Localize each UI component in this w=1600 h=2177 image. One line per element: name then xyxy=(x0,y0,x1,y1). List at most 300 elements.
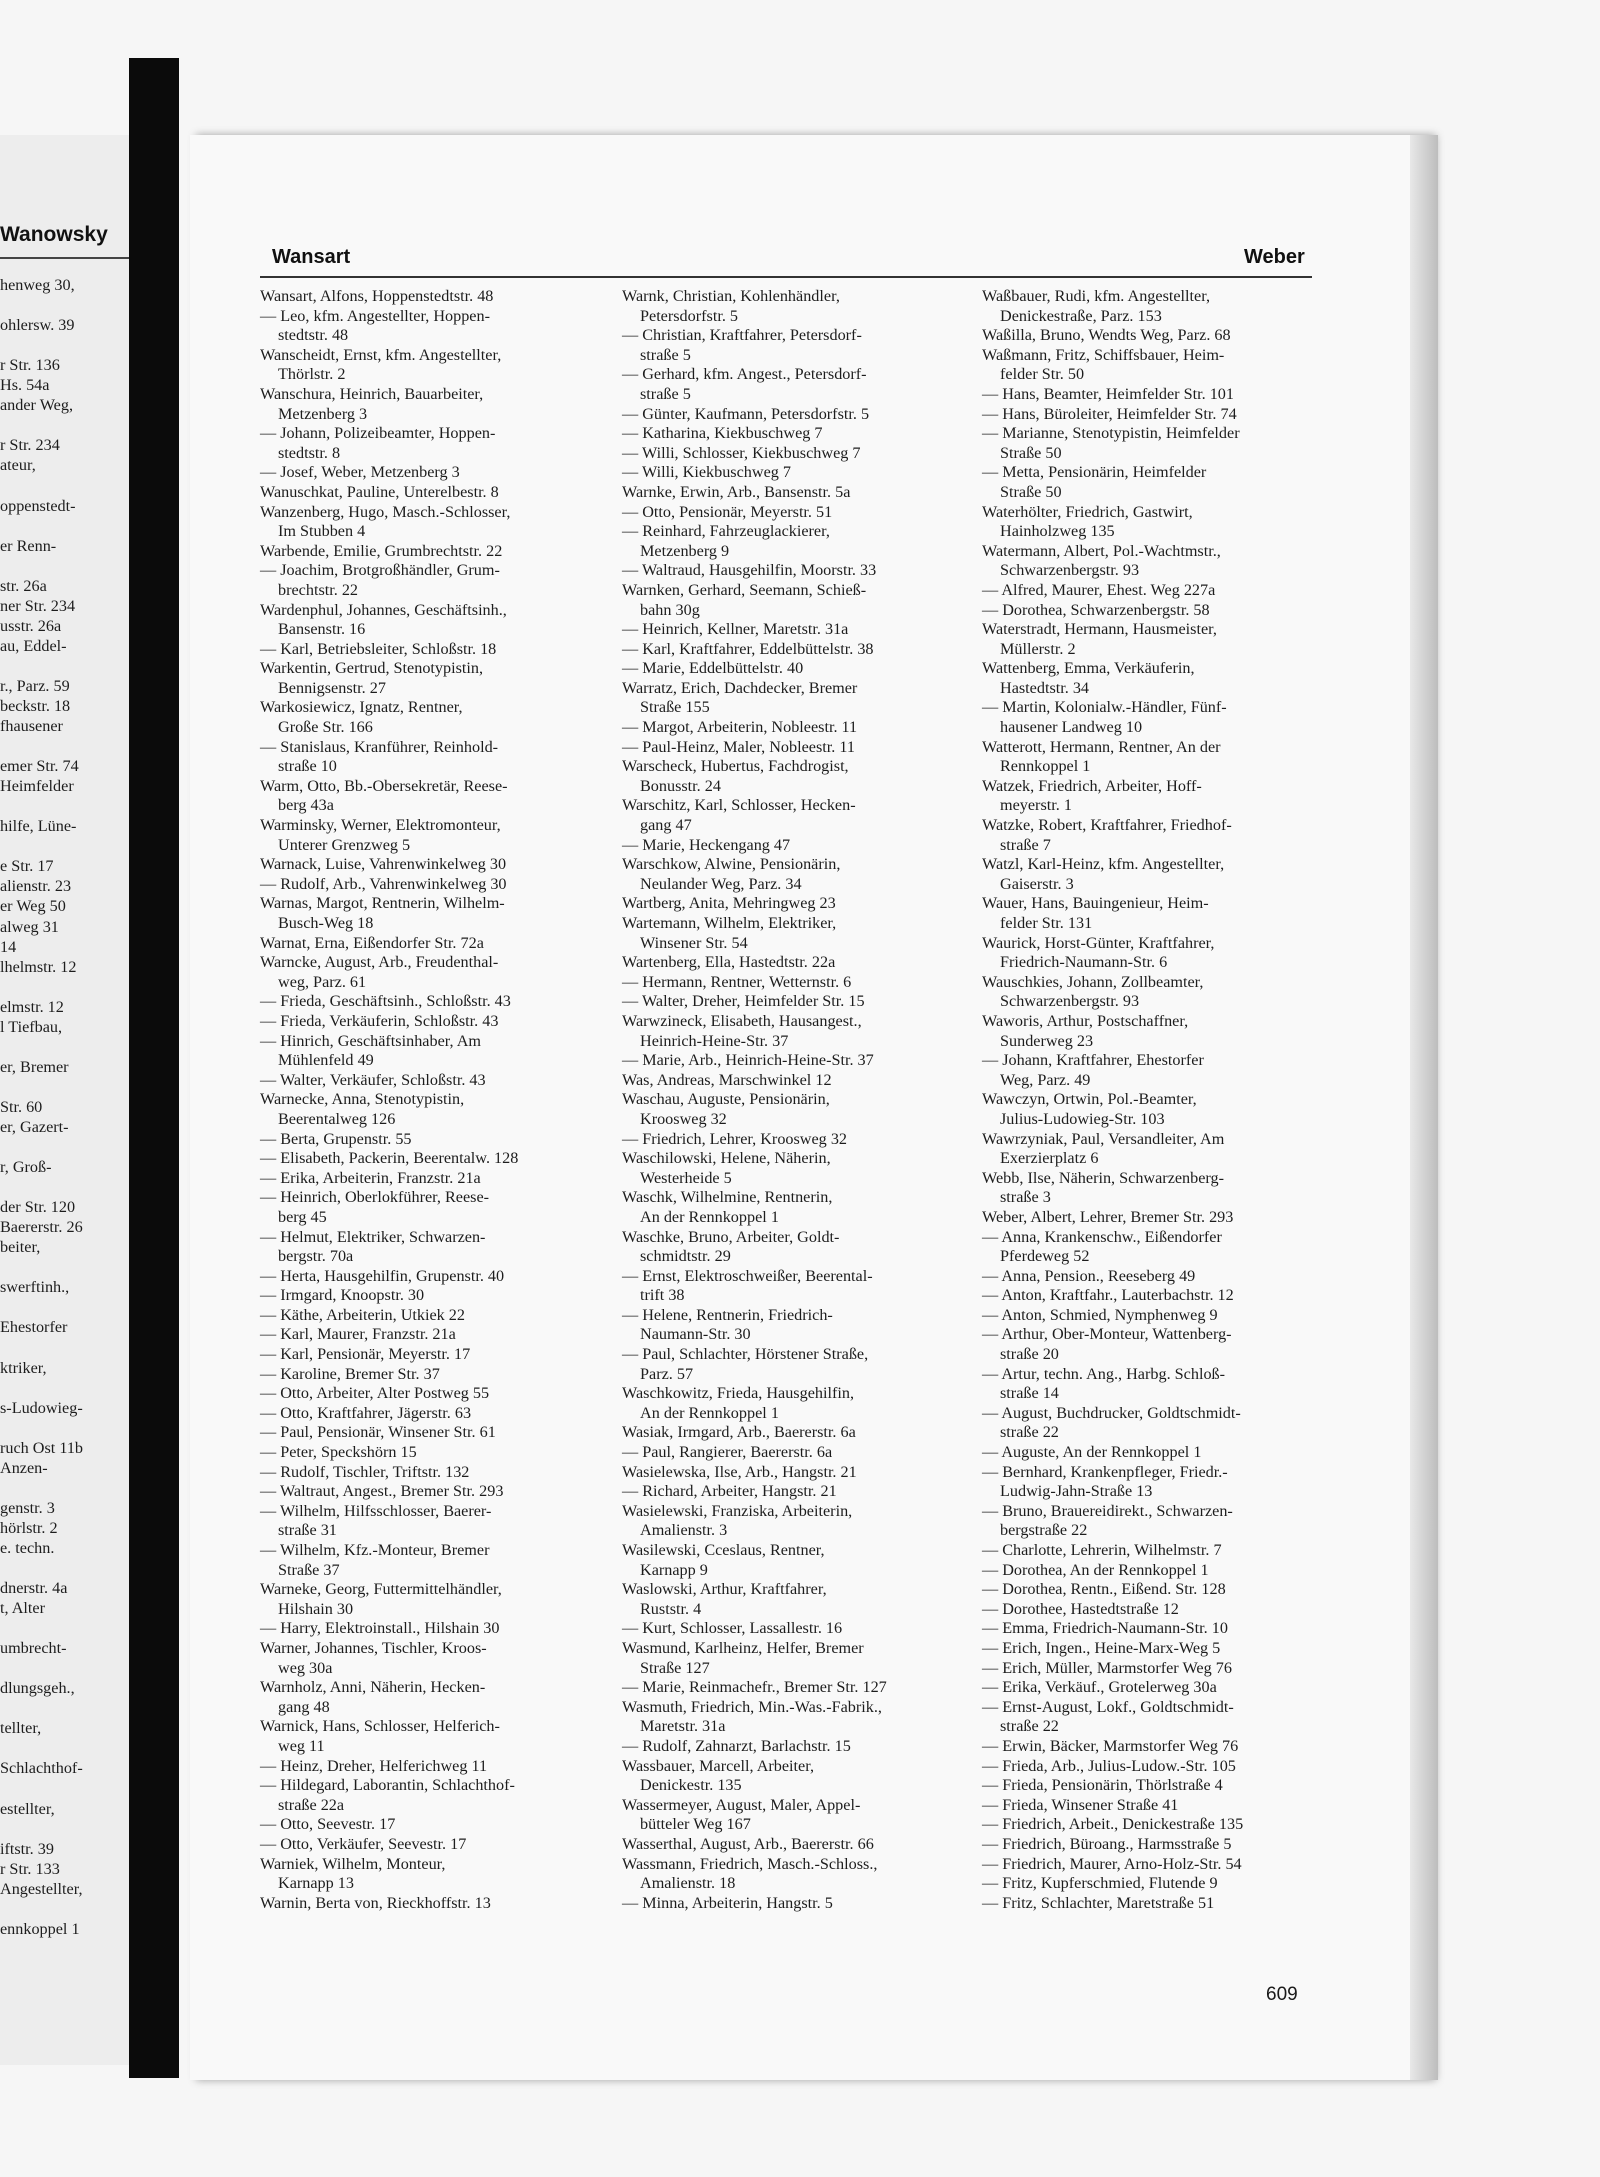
directory-entry: — Marie, Heckengang 47 xyxy=(622,835,791,854)
directory-entry: — Gerhard, kfm. Angest., Petersdorf- xyxy=(622,365,867,384)
directory-entry: Was, Andreas, Marschwinkel 12 xyxy=(622,1070,832,1089)
directory-entry: — Walter, Dreher, Heimfelder Str. 15 xyxy=(622,992,865,1011)
facing-page-fragment: umbrecht- xyxy=(0,1639,67,1658)
facing-page-fragment: alweg 31 xyxy=(0,917,59,936)
facing-page-fragment: t, Alter xyxy=(0,1599,45,1618)
facing-page-fragment: usstr. 26a xyxy=(0,616,62,635)
directory-entry-continuation: bahn 30g xyxy=(640,600,700,619)
directory-entry-continuation: Unterer Grenzweg 5 xyxy=(278,835,411,854)
directory-entry: — Paul, Schlachter, Hörstener Straße, xyxy=(622,1345,869,1364)
directory-entry: — Heinrich, Kellner, Maretstr. 31a xyxy=(622,620,849,639)
directory-entry: Waterhölter, Friedrich, Gastwirt, xyxy=(982,502,1193,521)
directory-entry: — Reinhard, Fahrzeuglackierer, xyxy=(622,522,830,541)
facing-page-fragment: hörlstr. 2 xyxy=(0,1518,58,1537)
directory-entry-continuation: bergstraße 22 xyxy=(1000,1521,1088,1540)
directory-entry: Waworis, Arthur, Postschaffner, xyxy=(982,1011,1189,1030)
facing-page-fragment: Ehestorfer xyxy=(0,1318,68,1337)
directory-entry-continuation: Busch-Weg 18 xyxy=(278,914,374,932)
directory-entry: — Paul, Pensionär, Winsener Str. 61 xyxy=(260,1423,496,1442)
directory-entry: — Friedrich, Arbeit., Denickestraße 135 xyxy=(982,1815,1244,1834)
directory-entry: — Elisabeth, Packerin, Beerentalw. 128 xyxy=(260,1149,519,1168)
directory-entry-continuation: meyerstr. 1 xyxy=(1000,796,1072,815)
directory-entry: Warner, Johannes, Tischler, Kroos- xyxy=(260,1638,487,1657)
directory-entry: Warratz, Erich, Dachdecker, Bremer xyxy=(622,678,858,697)
directory-entry-continuation: Karnapp 9 xyxy=(640,1560,708,1579)
directory-entry: Warnick, Hans, Schlosser, Helferich- xyxy=(260,1717,500,1736)
directory-entry-continuation: Pferdeweg 52 xyxy=(1000,1247,1090,1266)
directory-entry: — Leo, kfm. Angestellter, Hoppen- xyxy=(260,306,490,325)
directory-entry-continuation: Winsener Str. 54 xyxy=(640,933,748,952)
directory-entry: — Waltraut, Angest., Bremer Str. 293 xyxy=(260,1482,504,1501)
directory-entry: Wasilewski, Cceslaus, Rentner, xyxy=(622,1541,825,1559)
directory-entry: — Karl, Pensionär, Meyerstr. 17 xyxy=(260,1345,471,1364)
directory-entry-continuation: Ruststr. 4 xyxy=(640,1599,702,1618)
directory-entry: Wattenberg, Emma, Verkäuferin, xyxy=(982,659,1195,678)
directory-entry-continuation: Schwarzenbergstr. 93 xyxy=(1000,561,1140,580)
page-number: 609 xyxy=(1266,1984,1298,2005)
directory-entry: — Friedrich, Büroang., Harmsstraße 5 xyxy=(982,1834,1232,1853)
facing-page-fragment: der Str. 120 xyxy=(0,1198,76,1217)
directory-entry: — Peter, Speckshörn 15 xyxy=(260,1443,417,1462)
directory-entry-continuation: Bonusstr. 24 xyxy=(640,776,721,795)
directory-column-2 xyxy=(622,287,957,1913)
directory-entry-continuation: straße 14 xyxy=(1000,1384,1059,1403)
facing-page-fragment: str. 26a xyxy=(0,576,47,595)
directory-entry-continuation: straße 22a xyxy=(278,1795,345,1814)
directory-entry: — Karl, Maurer, Franzstr. 21a xyxy=(260,1325,456,1344)
directory-entry: Warncke, August, Arb., Freudenthal- xyxy=(260,953,499,972)
directory-entry: Wassbauer, Marcell, Arbeiter, xyxy=(622,1756,815,1775)
directory-entry: — Emma, Friedrich-Naumann-Str. 10 xyxy=(982,1619,1228,1638)
facing-page-fragment: fhausener xyxy=(0,717,63,736)
directory-entry: — Heinrich, Oberlokführer, Reese- xyxy=(260,1188,490,1207)
facing-page-fragment: ruch Ost 11b xyxy=(0,1438,84,1457)
directory-entry-continuation: Straße 127 xyxy=(640,1658,710,1677)
directory-entry-continuation: berg 45 xyxy=(278,1207,327,1226)
directory-entry: — Ernst, Elektroschweißer, Beerental- xyxy=(622,1266,873,1285)
directory-entry: — Marie, Reinmachefr., Bremer Str. 127 xyxy=(622,1678,887,1697)
directory-entry: — Friedrich, Maurer, Arno-Holz-Str. 54 xyxy=(982,1854,1242,1873)
directory-entry-continuation: trift 38 xyxy=(640,1286,685,1305)
directory-entry-continuation: Parz. 57 xyxy=(640,1364,694,1383)
directory-entry: Wanscheidt, Ernst, kfm. Angestellter, xyxy=(260,345,502,364)
directory-entry: — Hinrich, Geschäftsinhaber, Am xyxy=(260,1031,481,1050)
directory-entry: — Bernhard, Krankenpfleger, Friedr.- xyxy=(982,1462,1228,1481)
facing-page-fragment: s-Ludowieg- xyxy=(0,1398,83,1417)
directory-entry: — Helmut, Elektriker, Schwarzen- xyxy=(260,1227,486,1246)
directory-entry-continuation: hausener Landweg 10 xyxy=(1000,718,1143,737)
directory-entry-continuation: weg 11 xyxy=(278,1736,325,1755)
directory-entry: Waschilowski, Helene, Näherin, xyxy=(622,1149,831,1168)
directory-entry: — Johann, Polizeibeamter, Hoppen- xyxy=(260,424,496,443)
directory-entry: Waschk, Wilhelmine, Rentnerin, xyxy=(622,1188,833,1207)
directory-entry-continuation: straße 7 xyxy=(1000,835,1051,854)
directory-entry: — Otto, Arbeiter, Alter Postweg 55 xyxy=(260,1384,490,1403)
directory-entry: — Christian, Kraftfahrer, Petersdorf- xyxy=(622,326,862,345)
directory-entry: — Frieda, Arb., Julius-Ludow.-Str. 105 xyxy=(982,1756,1236,1775)
directory-entry: — Helene, Rentnerin, Friedrich- xyxy=(622,1305,833,1324)
directory-entry: — Wilhelm, Hilfsschlosser, Baerer- xyxy=(260,1501,492,1520)
directory-entry: — Erwin, Bäcker, Marmstorfer Weg 76 xyxy=(982,1736,1239,1755)
facing-page-fragment: tellter, xyxy=(0,1719,42,1738)
facing-page-fragment: beckstr. 18 xyxy=(0,696,71,715)
directory-entry: — Karoline, Bremer Str. 37 xyxy=(260,1364,440,1383)
directory-entry: — Charlotte, Lehrerin, Wilhelmstr. 7 xyxy=(982,1541,1222,1559)
directory-entry: Wassmann, Friedrich, Masch.-Schloss., xyxy=(622,1854,878,1873)
directory-entry: Wasmund, Karlheinz, Helfer, Bremer xyxy=(622,1638,864,1657)
directory-entry: Watzke, Robert, Kraftfahrer, Friedhof- xyxy=(982,816,1232,835)
directory-entry: — Frieda, Pensionärin, Thörlstraße 4 xyxy=(982,1776,1223,1795)
directory-entry-continuation: Thörlstr. 2 xyxy=(278,365,346,384)
directory-entry-continuation: felder Str. 131 xyxy=(1000,914,1093,932)
facing-page-fragment: ohlersw. 39 xyxy=(0,316,75,335)
directory-entry: — Alfred, Maurer, Ehest. Weg 227a xyxy=(982,580,1216,599)
directory-entry: — Otto, Kraftfahrer, Jägerstr. 63 xyxy=(260,1403,472,1422)
directory-entry: — Willi, Kiekbuschweg 7 xyxy=(622,463,791,482)
directory-entry-continuation: Friedrich-Naumann-Str. 6 xyxy=(1000,953,1168,972)
directory-entry-continuation: Gaiserstr. 3 xyxy=(1000,874,1074,893)
directory-entry: — Metta, Pensionärin, Heimfelder xyxy=(982,463,1207,482)
directory-entry-continuation: Denickestraße, Parz. 153 xyxy=(1000,306,1162,325)
directory-entry-continuation: straße 22 xyxy=(1000,1717,1059,1736)
facing-page-fragment: elmstr. 12 xyxy=(0,997,64,1016)
directory-entry: — Auguste, An der Rennkoppel 1 xyxy=(982,1443,1202,1462)
directory-entry-continuation: felder Str. 50 xyxy=(1000,365,1085,384)
directory-entry: Wasmuth, Friedrich, Min.-Was.-Fabrik., xyxy=(622,1697,882,1716)
directory-entry: — Minna, Arbeiterin, Hangstr. 5 xyxy=(622,1893,833,1912)
directory-entry-continuation: weg, Parz. 61 xyxy=(278,972,367,991)
directory-entry-continuation: Im Stubben 4 xyxy=(278,522,366,541)
facing-page-fragment: Anzen- xyxy=(0,1458,48,1477)
directory-entry: Weber, Albert, Lehrer, Bremer Str. 293 xyxy=(982,1207,1234,1226)
directory-entry-continuation: brechtstr. 22 xyxy=(278,580,359,599)
directory-entry: Warnecke, Anna, Stenotypistin, xyxy=(260,1090,465,1109)
directory-entry-continuation: Julius-Ludowieg-Str. 103 xyxy=(1000,1109,1165,1128)
directory-entry-continuation: Petersdorfstr. 5 xyxy=(640,306,739,325)
directory-entry: — Käthe, Arbeiterin, Utkiek 22 xyxy=(260,1305,465,1324)
directory-entry-continuation: Sunderweg 23 xyxy=(1000,1031,1094,1050)
directory-entry-continuation: Straße 37 xyxy=(278,1560,340,1579)
directory-entry: — Fritz, Schlachter, Maretstraße 51 xyxy=(982,1893,1215,1912)
directory-entry: Waßilla, Bruno, Wendts Weg, Parz. 68 xyxy=(982,326,1231,345)
facing-page-fragment: er Renn- xyxy=(0,536,57,555)
directory-entry-continuation: Naumann-Str. 30 xyxy=(640,1325,751,1344)
directory-entry-continuation: Amalienstr. 3 xyxy=(640,1521,728,1540)
directory-entry-continuation: Metzenberg 9 xyxy=(640,541,730,560)
directory-entry: Warschitz, Karl, Schlosser, Hecken- xyxy=(622,796,856,815)
directory-entry: — Hildegard, Laborantin, Schlachthof- xyxy=(260,1776,515,1795)
directory-entry-continuation: Straße 50 xyxy=(1000,443,1062,462)
facing-page-fragment: l Tiefbau, xyxy=(0,1017,63,1036)
directory-entry: — Erika, Arbeiterin, Franzstr. 21a xyxy=(260,1168,481,1187)
directory-entry: — Otto, Pensionär, Meyerstr. 51 xyxy=(622,502,833,521)
facing-page-fragment: Schlachthof- xyxy=(0,1759,83,1778)
facing-page-fragment: genstr. 3 xyxy=(0,1498,55,1517)
directory-entry: — Hans, Büroleiter, Heimfelder Str. 74 xyxy=(982,404,1237,423)
directory-entry-continuation: Exerzierplatz 6 xyxy=(1000,1149,1099,1168)
directory-entry: Wauschkies, Johann, Zollbeamter, xyxy=(982,972,1204,991)
directory-entry-continuation: gang 47 xyxy=(640,816,692,835)
facing-page-fragment: ander Weg, xyxy=(0,396,74,415)
directory-entry: Wardenphul, Johannes, Geschäftsinh., xyxy=(260,600,507,619)
directory-entry: — Willi, Schlosser, Kiekbuschweg 7 xyxy=(622,443,861,462)
facing-page-fragment: iftstr. 39 xyxy=(0,1839,54,1858)
directory-entry: Wasielewska, Ilse, Arb., Hangstr. 21 xyxy=(622,1462,857,1481)
directory-entry: — Marianne, Stenotypistin, Heimfelder xyxy=(982,424,1240,443)
directory-entry: — Rudolf, Arb., Vahrenwinkelweg 30 xyxy=(260,874,507,893)
facing-page-fragment: r., Parz. 59 xyxy=(0,676,70,695)
directory-entry: Wawczyn, Ortwin, Pol.-Beamter, xyxy=(982,1090,1197,1109)
directory-entry: — Marie, Arb., Heinrich-Heine-Str. 37 xyxy=(622,1051,874,1070)
directory-entry: — Stanislaus, Kranführer, Reinhold- xyxy=(260,737,499,756)
directory-entry: — Hermann, Rentner, Wetternstr. 6 xyxy=(622,972,852,991)
directory-entry: Waurick, Horst-Günter, Kraftfahrer, xyxy=(982,933,1215,952)
directory-entry: — Artur, techn. Ang., Harbg. Schloß- xyxy=(982,1364,1226,1383)
directory-entry: Watermann, Albert, Pol.-Wachtmstr., xyxy=(982,541,1221,560)
directory-entry: Waterstradt, Hermann, Hausmeister, xyxy=(982,620,1217,639)
directory-entry: Wansart, Alfons, Hoppenstedtstr. 48 xyxy=(260,287,494,305)
directory-entry: — Erich, Müller, Marmstorfer Weg 76 xyxy=(982,1658,1232,1677)
directory-entry-continuation: Denickestr. 135 xyxy=(640,1776,742,1795)
directory-entry: — Frieda, Geschäftsinh., Schloßstr. 43 xyxy=(260,992,511,1011)
directory-entry: — Marie, Eddelbüttelstr. 40 xyxy=(622,659,804,678)
directory-entry: Warnk, Christian, Kohlenhändler, xyxy=(622,287,840,305)
directory-entry: — Karl, Kraftfahrer, Eddelbüttelstr. 38 xyxy=(622,639,874,658)
directory-entry-continuation: straße 5 xyxy=(640,384,691,403)
directory-entry: — Otto, Seevestr. 17 xyxy=(260,1815,396,1834)
directory-entry: — Otto, Verkäufer, Seevestr. 17 xyxy=(260,1834,467,1853)
directory-entry: Wanschura, Heinrich, Bauarbeiter, xyxy=(260,384,484,403)
directory-entry: — Berta, Grupenstr. 55 xyxy=(260,1129,412,1148)
directory-entry-continuation: straße 22 xyxy=(1000,1423,1059,1442)
directory-entry: Wawrzyniak, Paul, Versandleiter, Am xyxy=(982,1129,1225,1148)
directory-entry-continuation: straße 20 xyxy=(1000,1345,1059,1364)
directory-entry: Warneke, Georg, Futtermittelhändler, xyxy=(260,1580,502,1599)
directory-entry-continuation: straße 10 xyxy=(278,757,337,776)
directory-entry-continuation: straße 5 xyxy=(640,345,691,364)
directory-entry-continuation: Rennkoppel 1 xyxy=(1000,757,1091,776)
directory-entry: Wanuschkat, Pauline, Unterelbestr. 8 xyxy=(260,482,499,501)
directory-entry: — Dorothee, Hastedtstraße 12 xyxy=(982,1599,1179,1618)
directory-entry: — Dorothea, An der Rennkoppel 1 xyxy=(982,1560,1209,1579)
directory-entry: Wartemann, Wilhelm, Elektriker, xyxy=(622,914,837,932)
directory-entry: — Bruno, Brauereidirekt., Schwarzen- xyxy=(982,1501,1233,1520)
directory-entry-continuation: Weg, Parz. 49 xyxy=(1000,1070,1091,1089)
directory-entry: — Hans, Beamter, Heimfelder Str. 101 xyxy=(982,384,1234,403)
directory-entry: Warwzineck, Elisabeth, Hausangest., xyxy=(622,1011,862,1030)
directory-entry: Wartenberg, Ella, Hastedtstr. 22a xyxy=(622,953,836,972)
facing-page-fragment: er, Bremer xyxy=(0,1057,69,1076)
directory-entry: — Frieda, Winsener Straße 41 xyxy=(982,1795,1179,1814)
directory-entry-continuation: Straße 155 xyxy=(640,698,710,717)
directory-entry-continuation: stedtstr. 8 xyxy=(278,443,341,462)
directory-entry: Waßmann, Fritz, Schiffsbauer, Heim- xyxy=(982,345,1225,364)
facing-page-fragment: r, Groß- xyxy=(0,1158,52,1177)
directory-entry: Warnken, Gerhard, Seemann, Schieß- xyxy=(622,580,867,599)
directory-entry: — Martin, Kolonialw.-Händler, Fünf- xyxy=(982,698,1227,717)
directory-entry-continuation: weg 30a xyxy=(278,1658,333,1677)
directory-entry-continuation: bütteler Weg 167 xyxy=(640,1815,751,1834)
directory-entry-continuation: Straße 50 xyxy=(1000,482,1062,501)
directory-entry: — Friedrich, Lehrer, Kroosweg 32 xyxy=(622,1129,848,1148)
directory-entry: Warm, Otto, Bb.-Obersekretär, Reese- xyxy=(260,776,508,795)
directory-entry: — Irmgard, Knoopstr. 30 xyxy=(260,1286,425,1305)
facing-page-fragment: e. techn. xyxy=(0,1538,55,1557)
directory-entry-continuation: Beerentalweg 126 xyxy=(278,1109,396,1128)
directory-entry: Waslowski, Arthur, Kraftfahrer, xyxy=(622,1580,827,1599)
directory-entry: — Johann, Kraftfahrer, Ehestorfer xyxy=(982,1051,1204,1070)
directory-entry: — Margot, Arbeiterin, Nobleestr. 11 xyxy=(622,718,858,737)
directory-entry: — Karl, Betriebsleiter, Schloßstr. 18 xyxy=(260,639,497,658)
directory-entry-continuation: Amalienstr. 18 xyxy=(640,1874,736,1893)
directory-entry-continuation: Maretstr. 31a xyxy=(640,1717,726,1736)
directory-entry: — Heinz, Dreher, Helferichweg 11 xyxy=(260,1756,488,1775)
directory-entry-continuation: schmidtstr. 29 xyxy=(640,1247,731,1266)
directory-entry: Warbende, Emilie, Grumbrechtstr. 22 xyxy=(260,541,503,560)
facing-page-fragment: Hs. 54a xyxy=(0,376,50,395)
directory-entry: — Richard, Arbeiter, Hangstr. 21 xyxy=(622,1482,837,1501)
facing-page-fragment: er Weg 50 xyxy=(0,897,66,916)
facing-page-fragment: Angestellter, xyxy=(0,1879,83,1898)
facing-page-fragment: ktriker, xyxy=(0,1358,47,1377)
facing-page-fragment: beiter, xyxy=(0,1238,41,1257)
directory-entry: — August, Buchdrucker, Goldtschmidt- xyxy=(982,1403,1241,1422)
directory-entry-continuation: Müllerstr. 2 xyxy=(1000,639,1076,658)
directory-entry: Warnack, Luise, Vahrenwinkelweg 30 xyxy=(260,855,507,874)
directory-entry: — Herta, Hausgehilfin, Grupenstr. 40 xyxy=(260,1266,505,1285)
directory-entry: — Katharina, Kiekbuschweg 7 xyxy=(622,424,823,443)
directory-entry: Wanzenberg, Hugo, Masch.-Schlosser, xyxy=(260,502,511,521)
directory-entry: Warnin, Berta von, Rieckhoffstr. 13 xyxy=(260,1893,491,1912)
directory-entry-continuation: Karnapp 13 xyxy=(278,1874,354,1893)
directory-entry-continuation: Hastedtstr. 34 xyxy=(1000,678,1090,697)
directory-entry-continuation: Hainholzweg 135 xyxy=(1000,522,1115,541)
directory-entry-continuation: Westerheide 5 xyxy=(640,1168,732,1187)
facing-page-fragment: r Str. 136 xyxy=(0,356,60,375)
directory-entry: Warniek, Wilhelm, Monteur, xyxy=(260,1854,446,1873)
facing-page-fragment: hilfe, Lüne- xyxy=(0,817,77,836)
facing-page-fragment: 14 xyxy=(0,937,17,956)
directory-entry-continuation: An der Rennkoppel 1 xyxy=(640,1403,779,1422)
directory-entry-continuation: Metzenberg 3 xyxy=(278,404,368,423)
directory-entry: — Ernst-August, Lokf., Goldtschmidt- xyxy=(982,1697,1234,1716)
facing-page-fragment: Baererstr. 26 xyxy=(0,1218,83,1237)
facing-page-fragment: estellter, xyxy=(0,1799,55,1818)
directory-entry-continuation: Ludwig-Jahn-Straße 13 xyxy=(1000,1482,1153,1501)
facing-page-fragment: au, Eddel- xyxy=(0,636,67,655)
facing-page-fragment: Heimfelder xyxy=(0,777,74,796)
book-spine xyxy=(129,58,179,2078)
directory-entry: Warnas, Margot, Rentnerin, Wilhelm- xyxy=(260,894,505,913)
directory-entry: — Josef, Weber, Metzenberg 3 xyxy=(260,463,460,482)
directory-entry: — Frieda, Verkäuferin, Schloßstr. 43 xyxy=(260,1011,499,1030)
facing-page-fragment: dnerstr. 4a xyxy=(0,1579,68,1598)
facing-page-fragment: henweg 30, xyxy=(0,276,75,294)
directory-entry: Warschkow, Alwine, Pensionärin, xyxy=(622,855,841,874)
directory-entry: — Paul, Rangierer, Baererstr. 6a xyxy=(622,1443,833,1462)
directory-entry-continuation: straße 31 xyxy=(278,1521,337,1540)
directory-entry-continuation: straße 3 xyxy=(1000,1188,1051,1207)
directory-entry: — Anna, Krankenschw., Eißendorfer xyxy=(982,1227,1222,1246)
directory-entry-continuation: Hilshain 30 xyxy=(278,1599,354,1618)
facing-page-fragment: er, Gazert- xyxy=(0,1117,69,1136)
directory-entry: — Anton, Schmied, Nymphenweg 9 xyxy=(982,1305,1218,1324)
directory-entry-continuation: Mühlenfeld 49 xyxy=(278,1051,374,1070)
directory-entry-continuation: Bennigsenstr. 27 xyxy=(278,678,386,697)
facing-page-fragment: e Str. 17 xyxy=(0,857,54,876)
facing-page-fragment: ateur, xyxy=(0,456,36,475)
directory-column-1 xyxy=(260,287,595,1913)
directory-entry: — Anna, Pension., Reeseberg 49 xyxy=(982,1266,1196,1285)
directory-entry: — Dorothea, Rentn., Eißend. Str. 128 xyxy=(982,1580,1226,1599)
directory-column-3 xyxy=(982,287,1327,1913)
directory-entry: — Dorothea, Schwarzenbergstr. 58 xyxy=(982,600,1210,619)
facing-page-fragment: r Str. 234 xyxy=(0,436,60,455)
directory-entry: Wartberg, Anita, Mehringweg 23 xyxy=(622,894,836,913)
facing-page-fragment: ner Str. 234 xyxy=(0,596,76,615)
directory-entry: Waschke, Bruno, Arbeiter, Goldt- xyxy=(622,1227,840,1246)
directory-entry: — Waltraud, Hausgehilfin, Moorstr. 33 xyxy=(622,561,877,580)
directory-entry: Wasiak, Irmgard, Arb., Baererstr. 6a xyxy=(622,1423,856,1442)
facing-page-fragment: swerftinh., xyxy=(0,1278,70,1297)
facing-page-fragment: lhelmstr. 12 xyxy=(0,957,77,976)
directory-entry: Waschau, Auguste, Pensionärin, xyxy=(622,1090,830,1109)
directory-entry: Webb, Ilse, Näherin, Schwarzenberg- xyxy=(982,1168,1225,1187)
directory-entry: Warnholz, Anni, Näherin, Hecken- xyxy=(260,1678,486,1697)
facing-page-rule xyxy=(0,257,150,259)
directory-entry: — Wilhelm, Kfz.-Monteur, Bremer xyxy=(260,1541,490,1559)
directory-entry-continuation: stedtstr. 48 xyxy=(278,326,349,345)
directory-entry: Warkosiewicz, Ignatz, Rentner, xyxy=(260,698,463,717)
directory-entry: Wauer, Hans, Bauingenieur, Heim- xyxy=(982,894,1209,913)
facing-page-fragment: Str. 60 xyxy=(0,1097,43,1116)
directory-entry: — Erika, Verkäuf., Grotelerweg 30a xyxy=(982,1678,1217,1697)
directory-entry: Warminsky, Werner, Elektromonteur, xyxy=(260,816,501,835)
facing-page-fragment: emer Str. 74 xyxy=(0,757,79,776)
directory-entry-continuation: Bansenstr. 16 xyxy=(278,620,366,639)
directory-entry: — Erich, Ingen., Heine-Marx-Weg 5 xyxy=(982,1638,1221,1657)
directory-entry-continuation: An der Rennkoppel 1 xyxy=(640,1207,779,1226)
directory-entry-continuation: bergstr. 70a xyxy=(278,1247,354,1266)
directory-entry: Warnke, Erwin, Arb., Bansenstr. 5a xyxy=(622,482,851,501)
directory-entry-continuation: Große Str. 166 xyxy=(278,718,373,737)
directory-entry: — Anton, Kraftfahr., Lauterbachstr. 12 xyxy=(982,1286,1234,1305)
directory-entry: Wasserthal, August, Arb., Baererstr. 66 xyxy=(622,1834,874,1853)
directory-entry: Warscheck, Hubertus, Fachdrogist, xyxy=(622,757,849,776)
directory-entry: Wasielewski, Franziska, Arbeiterin, xyxy=(622,1501,853,1520)
directory-entry: — Kurt, Schlosser, Lassallestr. 16 xyxy=(622,1619,843,1638)
directory-entry-continuation: berg 43a xyxy=(278,796,334,815)
directory-entry: Watterott, Hermann, Rentner, An der xyxy=(982,737,1221,756)
directory-entry: — Rudolf, Zahnarzt, Barlachstr. 15 xyxy=(622,1736,851,1755)
running-header-first-entry: Wansart xyxy=(272,246,351,268)
directory-entry-continuation: gang 48 xyxy=(278,1697,330,1716)
directory-entry: — Rudolf, Tischler, Triftstr. 132 xyxy=(260,1462,470,1481)
directory-entry-continuation: Kroosweg 32 xyxy=(640,1109,727,1128)
directory-entry: Waschkowitz, Frieda, Hausgehilfin, xyxy=(622,1384,855,1403)
facing-page-fragment: dlungsgeh., xyxy=(0,1679,75,1698)
directory-entry: — Joachim, Brotgroßhändler, Grum- xyxy=(260,561,500,580)
directory-entry-continuation: Heinrich-Heine-Str. 37 xyxy=(640,1031,789,1050)
directory-entry-continuation: Neulander Weg, Parz. 34 xyxy=(640,874,802,893)
directory-entry: Warnat, Erna, Eißendorfer Str. 72a xyxy=(260,933,484,952)
directory-entry: — Harry, Elektroinstall., Hilshain 30 xyxy=(260,1619,500,1638)
directory-entry: — Fritz, Kupferschmied, Flutende 9 xyxy=(982,1874,1218,1893)
directory-entry: Warkentin, Gertrud, Stenotypistin, xyxy=(260,659,484,678)
directory-entry: — Walter, Verkäufer, Schloßstr. 43 xyxy=(260,1070,486,1089)
directory-entry: Watzl, Karl-Heinz, kfm. Angestellter, xyxy=(982,855,1225,874)
directory-entry: — Arthur, Ober-Monteur, Wattenberg- xyxy=(982,1325,1232,1344)
